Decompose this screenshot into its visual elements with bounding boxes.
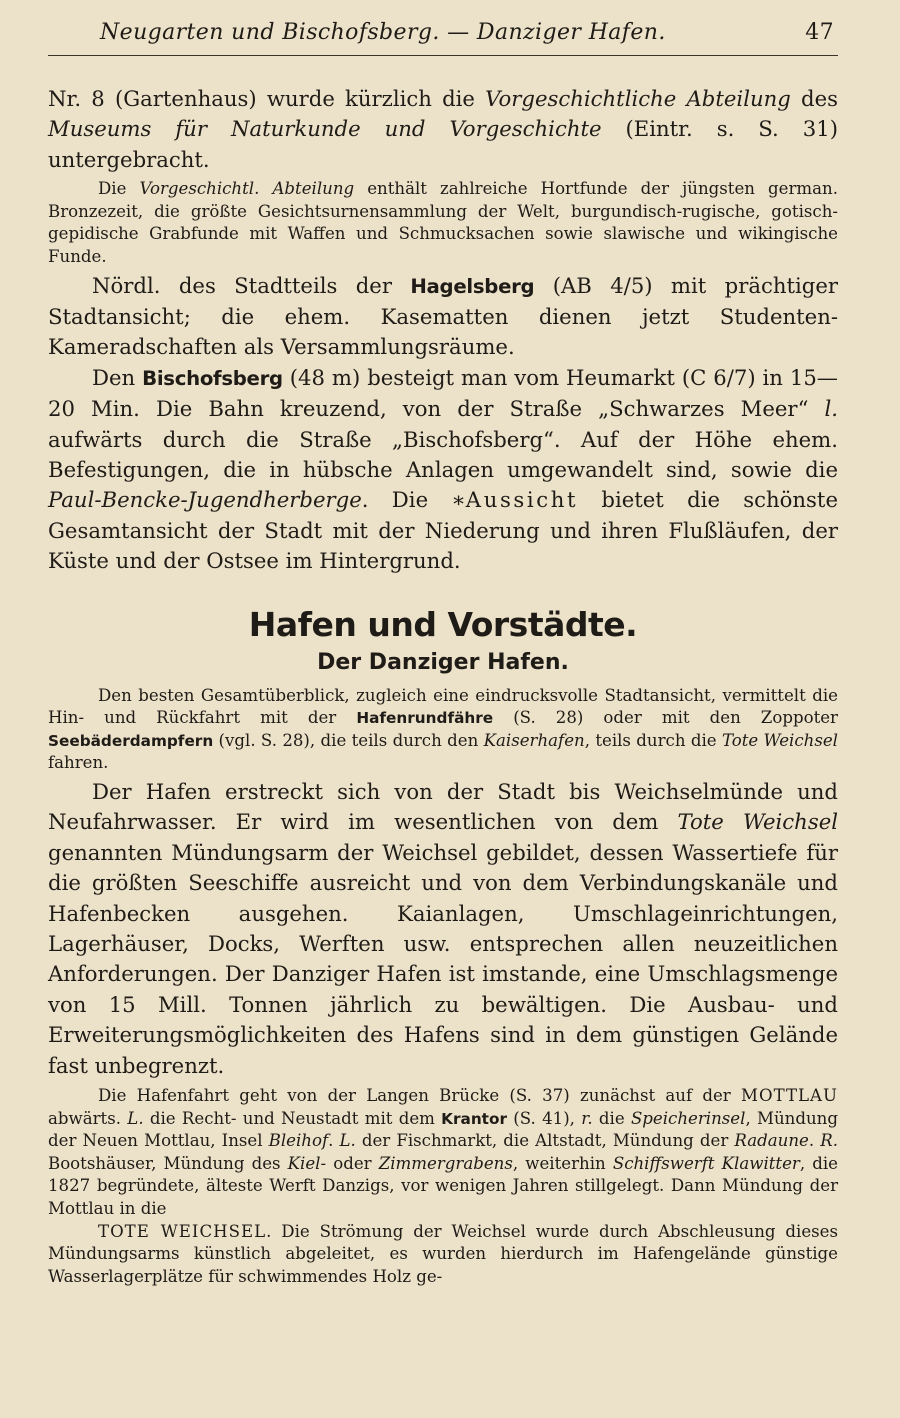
running-head <box>48 20 838 56</box>
note-prehistoric-department: Die Vorgeschichtl. Abteilung enthält zahlreiche Hortfunde der jüngsten german. Bronzezeit, die größte Gesichtsurnensammlung der Welt, burgundisch-rugische, gotisch-gepidische Grabfunde mit Waffen und Schmucksachen sowie slawische und wikingische Funde. <box>48 179 838 266</box>
paragraph-harbour: Der Hafen erstreckt sich von der Stadt bis Weichselmünde und Neufahrwasser. Er wird im wesentlichen von dem Tote Weichsel genannten Mündungsarm der Weichsel gebildet, dessen Wassertiefe für die größten Seeschiffe ausreicht und von dem Verbindungskanäle und Hafenbecken ausgehen. Kaianlagen, Umschlageinrichtungen, Lagerhäuser, Docks, Werften usw. entsprechen allen neuzeitlichen Anforderungen. Der Danziger Hafen ist imstande, eine Umschlagsmenge von 15 Mill. Tonnen jährlich zu bewältigen. Die Ausbau- und Erweiterungsmöglichkeiten des Hafens sind in dem günstigen Gelände fast unbegrenzt. <box>48 779 839 1078</box>
section-subtitle: Der Danziger Hafen. <box>317 649 569 675</box>
paragraph-bischofsberg: Den Bischofsberg (48 m) besteigt man vom Heumarkt (C 6/7) in 15—20 Min. Die Bahn kreuzend, von der Straße „Schwarzes Meer“ l. aufwärts durch die Straße „Bischofsberg“. Auf der Höhe ehem. Befestigungen, die in hübsche Anlagen umgewandelt sind, sowie die Paul-Bencke-Jugendherberge. Die ∗Aussicht bietet die schönste Gesamtansicht der Stadt mit der Niederung und ihren Flußläufen, der Küste und der Ostsee im Hintergrund. <box>48 364 838 574</box>
note-harbour-overview: Den besten Gesamtüberblick, zugleich eine eindrucksvolle Stadtansicht, vermittelt die Hin- und Rückfahrt mit der Hafenrundfähre (S. 28) oder mit den Zoppoter Seebäderdampfern (vgl. S. 28), die teils durch den Kaiserhafen, teils durch die Tote Weichsel fahren. <box>48 685 838 773</box>
note-harbour-tour: Die Hafenfahrt geht von der Langen Brücke (S. 37) zunächst auf der MOTTLAU abwärts. L. die Recht- und Neustadt mit dem Krantor (S. 41), r. die Speicherinsel, Mündung der Neuen Mottlau, Insel Bleihof. L. der Fischmarkt, die Altstadt, Mündung der Radaune. R. Bootshäuser, Mündung des Kiel- oder Zimmergrabens, weiterhin Schiffswerft Klawitter, die 1827 begründete, älteste Werft Danzigs, vor wenigen Jahren stillgelegt. Dann Mündung der Mottlau in die <box>48 1086 838 1219</box>
running-title: Neugarten und Bischofsberg. — Danziger Hafen. <box>100 20 666 45</box>
paragraph-museum: Nr. 8 (Gartenhaus) wurde kürzlich die Vorgeschichtliche Abteilung des Museums für Naturkunde und Vorgeschichte (Eintr. s. S. 31) untergebracht. <box>48 86 838 172</box>
star-icon: ∗ <box>451 487 466 513</box>
section-title: Hafen und Vorstädte. <box>248 604 638 644</box>
page-number: 47 <box>805 20 834 45</box>
note-tote-weichsel: TOTE WEICHSEL. Die Strömung der Weichsel wurde durch Abschleusung dieses Mündungsarms künstlich abgeleitet, es wurden hierdurch im Hafengelände günstige Wasserlagerplätze für schwimmendes Holz ge- <box>48 1221 838 1286</box>
paragraph-hagelsberg: Nördl. des Stadtteils der Hagelsberg (AB 4/5) mit prächtiger Stadtansicht; die ehem. Kasematten dienen jetzt Studenten-Kameradschaften als Versammlungsräume. <box>48 272 838 360</box>
book-page <box>48 20 838 1288</box>
